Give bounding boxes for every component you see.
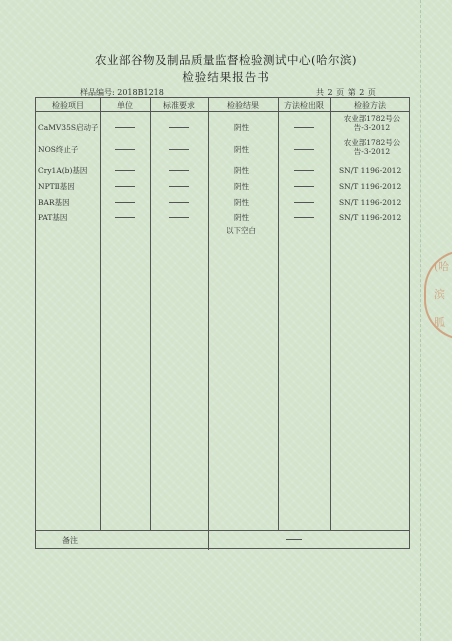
- limit-dash: [294, 149, 314, 150]
- limit-dash: [294, 217, 314, 218]
- sample-number: 样品编号: 2018B1218: [80, 88, 164, 97]
- column-divider: [100, 98, 101, 530]
- standard-dash: [169, 217, 189, 218]
- page-count: 共 2 页 第 2 页: [316, 88, 377, 97]
- row-result: 阴性: [234, 123, 249, 132]
- header-unit: 单位: [117, 101, 133, 110]
- unit-dash: [115, 202, 135, 203]
- report-title: 检验结果报告书: [182, 70, 270, 84]
- seal-stamp: [424, 250, 452, 340]
- row-method: SN/T 1196-2012: [339, 198, 402, 207]
- unit-dash: [115, 127, 135, 128]
- standard-dash: [169, 186, 189, 187]
- limit-dash: [294, 127, 314, 128]
- header-item: 检验项目: [52, 101, 84, 110]
- row-result: 阴性: [234, 145, 249, 154]
- row-item: NOS终止子: [38, 145, 79, 154]
- header-result: 检验结果: [227, 101, 259, 110]
- end-note: 以下空白: [226, 226, 256, 235]
- row-result: 阴性: [234, 213, 249, 222]
- stamp-char: 滨: [434, 288, 445, 301]
- unit-dash: [115, 186, 135, 187]
- unit-dash: [115, 217, 135, 218]
- stamp-char: 胍: [434, 316, 445, 329]
- remark-dash: [286, 539, 302, 540]
- header-method: 检验方法: [354, 101, 386, 110]
- row-item: BAR基因: [38, 198, 70, 207]
- column-divider: [330, 98, 331, 530]
- row-method: SN/T 1196-2012: [339, 213, 402, 222]
- row-method: 农业部1782号公告-3-2012: [343, 138, 401, 156]
- row-result: 阴性: [234, 198, 249, 207]
- column-divider: [208, 98, 209, 550]
- row-item: CaMV35S启动子: [38, 123, 99, 132]
- row-result: 阴性: [234, 182, 249, 191]
- row-item: NPTⅡ基因: [38, 182, 75, 191]
- standard-dash: [169, 127, 189, 128]
- standard-dash: [169, 170, 189, 171]
- row-result: 阴性: [234, 166, 249, 175]
- limit-dash: [294, 170, 314, 171]
- unit-dash: [115, 149, 135, 150]
- standard-dash: [169, 149, 189, 150]
- header-limit: 方法检出限: [284, 101, 324, 110]
- results-table: [35, 97, 410, 549]
- standard-dash: [169, 202, 189, 203]
- row-item: Cry1A(b)基因: [38, 166, 88, 175]
- remark-label: 备注: [62, 536, 78, 545]
- row-method: SN/T 1196-2012: [339, 182, 402, 191]
- unit-dash: [115, 170, 135, 171]
- limit-dash: [294, 186, 314, 187]
- column-divider: [150, 98, 151, 530]
- limit-dash: [294, 202, 314, 203]
- row-item: PAT基因: [38, 213, 68, 222]
- row-method: 农业部1782号公告-3-2012: [343, 114, 401, 132]
- report-issuer: 农业部谷物及制品质量监督检验测试中心(哈尔滨): [95, 53, 357, 67]
- row-method: SN/T 1196-2012: [339, 166, 402, 175]
- remark-divider: [36, 530, 409, 531]
- header-standard: 标准要求: [163, 101, 195, 110]
- column-divider: [278, 98, 279, 530]
- perforation-line: [420, 0, 422, 641]
- stamp-char: (哈: [434, 260, 450, 273]
